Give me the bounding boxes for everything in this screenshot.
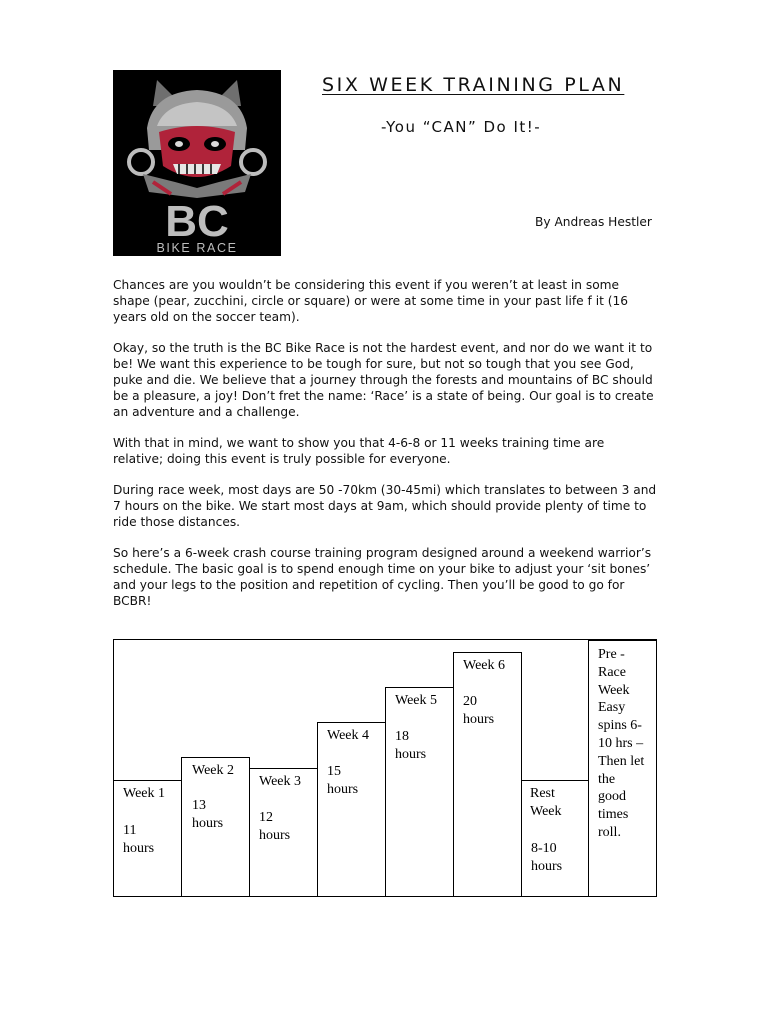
bar-value-week-1: 11 hours bbox=[123, 823, 155, 856]
document-title: SIX WEEK TRAINING PLAN bbox=[322, 74, 625, 96]
bar-label-week-5: Week 5 bbox=[395, 693, 438, 708]
bar-label-week-3: Week 3 bbox=[259, 774, 302, 789]
paragraph: With that in mind, we want to show you that 4-6-8 or 11 weeks training time are relative; doing this event is truly possible for everyone. bbox=[113, 436, 605, 466]
bar-value-week-3: 12 hours bbox=[259, 810, 291, 843]
bar-label-week-1: Week 1 bbox=[123, 786, 166, 801]
bar-value-week-4: 15 hours bbox=[327, 764, 359, 797]
bar-week-5 bbox=[385, 687, 454, 897]
bar-label-rest-week: Rest Week bbox=[530, 786, 562, 819]
bar-label-week-6: Week 6 bbox=[463, 658, 506, 673]
bar-week-1 bbox=[113, 780, 182, 897]
bar-value-rest-week: 8-10 hours bbox=[531, 841, 563, 874]
training-step-chart bbox=[113, 639, 657, 897]
bar-value-week-2: 13 hours bbox=[192, 798, 224, 831]
paragraph: Chances are you wouldn’t be considering this event if you weren’t at least in some shape (pear, zucchini, circle or square) or were at some time in your past life f it (16 years old on the soccer team). bbox=[113, 278, 629, 324]
logo-bike-race-text: BIKE RACE bbox=[156, 241, 238, 255]
bc-bike-race-logo bbox=[113, 70, 281, 256]
paragraph: So here’s a 6-week crash course training program designed around a weekend warrior’s schedule. The basic goal is to spend enough time on your bike to adjust your ‘sit bones’ and your legs to the position and repetition of cycling. Then you’ll be good to go for BCBR! bbox=[113, 546, 652, 608]
bc-bike-race-logo-graphic bbox=[113, 70, 281, 256]
bar-week-3 bbox=[249, 768, 318, 897]
bar-week-4 bbox=[317, 722, 386, 897]
bar-rest-week bbox=[521, 780, 589, 897]
paragraph: Okay, so the truth is the BC Bike Race is not the hardest event, and nor do we want it to be! We want this experience to be tough for sure, but not so tough that you see God, puke and die. We believe that a journey through the forests and mountains of BC should be a pleasure, a joy! Don’t fret the name: ‘Race’ is a state of being. Our goal is to create an adventure and a challenge. bbox=[113, 341, 654, 419]
bar-label-week-4: Week 4 bbox=[327, 728, 370, 743]
bar-text-pre-race-week: Pre - Race Week Easy spins 6-10 hrs – Then let the good times roll. bbox=[598, 647, 645, 840]
bar-week-6 bbox=[453, 652, 522, 897]
paragraph: During race week, most days are 50 -70km (30-45mi) which translates to between 3 and 7 hours on the bike. We start most days at 9am, which should provide plenty of time to ride those distances. bbox=[113, 483, 657, 529]
bar-label-week-2: Week 2 bbox=[192, 763, 235, 778]
logo-bc-text: BC bbox=[165, 197, 229, 246]
document-subtitle: -You “CAN” Do It!- bbox=[381, 118, 542, 136]
bar-week-2 bbox=[181, 757, 250, 897]
bar-pre-race-week bbox=[588, 639, 657, 897]
bar-value-week-6: 20 hours bbox=[463, 694, 495, 727]
body-text bbox=[113, 277, 658, 624]
bar-value-week-5: 18 hours bbox=[395, 729, 427, 762]
author-byline: By Andreas Hestler bbox=[535, 215, 652, 229]
